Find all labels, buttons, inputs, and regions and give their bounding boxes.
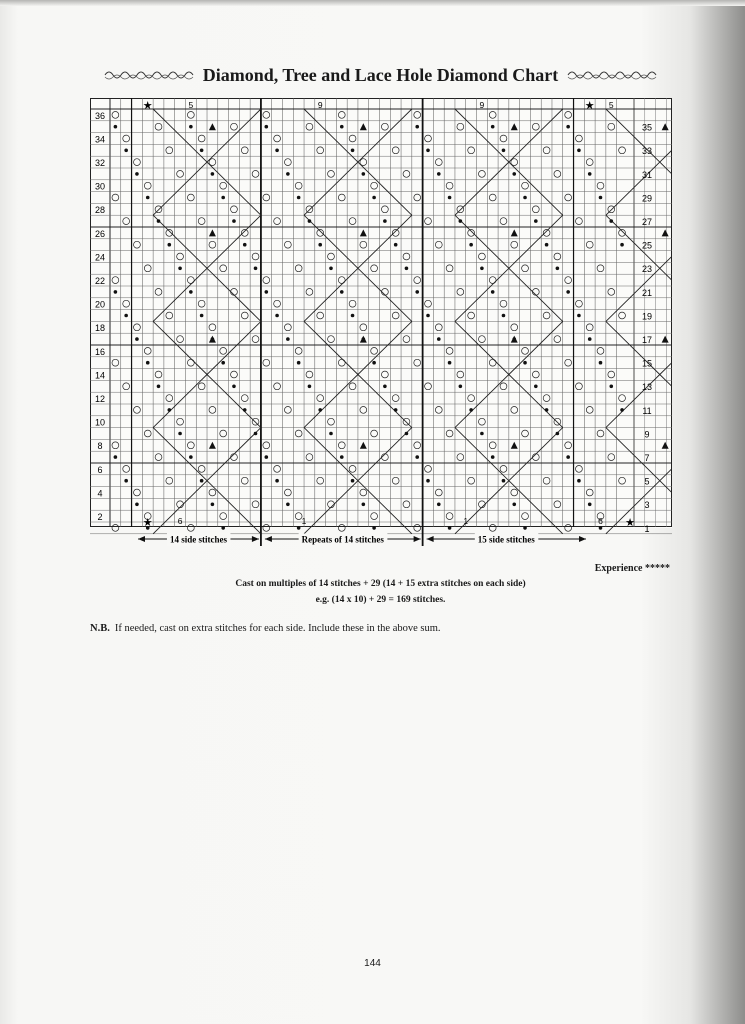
purl-dot-symbol xyxy=(286,172,290,176)
purl-dot-symbol xyxy=(146,196,150,200)
purl-dot-symbol xyxy=(448,526,452,530)
purl-dot-symbol xyxy=(609,385,613,389)
purl-dot-symbol xyxy=(426,149,430,153)
row-label-right: 17 xyxy=(641,335,653,345)
purl-dot-symbol xyxy=(620,243,624,247)
purl-dot-symbol xyxy=(577,479,581,483)
purl-dot-symbol xyxy=(620,408,624,412)
row-label-right: 35 xyxy=(641,122,653,133)
row-label-right: 3 xyxy=(644,500,650,511)
purl-dot-symbol xyxy=(114,125,118,129)
purl-dot-symbol xyxy=(415,455,419,459)
purl-dot-symbol xyxy=(200,149,204,153)
purl-dot-symbol xyxy=(308,219,312,223)
row-label-left: 32 xyxy=(94,158,106,168)
purl-dot-symbol xyxy=(512,172,516,176)
purl-dot-symbol xyxy=(275,314,279,318)
purl-dot-symbol xyxy=(566,125,570,129)
nb-text: If needed, cast on extra stitches for each side. Include these in the above sum. xyxy=(114,623,441,634)
purl-dot-symbol xyxy=(405,267,409,271)
purl-dot-symbol xyxy=(318,243,322,247)
row-label-left: 14 xyxy=(94,370,106,381)
purl-dot-symbol xyxy=(340,455,344,459)
purl-dot-symbol xyxy=(545,408,549,412)
purl-dot-symbol xyxy=(415,290,419,294)
row-label-left: 22 xyxy=(94,276,106,286)
purl-dot-symbol xyxy=(556,432,560,436)
purl-dot-symbol xyxy=(189,125,193,129)
purl-dot-symbol xyxy=(362,172,366,176)
arrow-right-icon xyxy=(414,536,421,542)
cast-on-line-2: e.g. (14 x 10) + 29 = 169 stitches. xyxy=(315,595,446,605)
purl-dot-symbol xyxy=(265,455,269,459)
purl-dot-symbol xyxy=(254,432,258,436)
purl-dot-symbol xyxy=(146,361,150,365)
purl-dot-symbol xyxy=(351,314,355,318)
purl-dot-symbol xyxy=(415,125,419,129)
purl-dot-symbol xyxy=(523,361,527,365)
purl-dot-symbol xyxy=(135,337,139,341)
purl-dot-symbol xyxy=(426,314,430,318)
top-stitch-number: 5 xyxy=(608,100,614,110)
row-label-left: 20 xyxy=(94,299,106,310)
row-label-left: 12 xyxy=(94,394,106,404)
arrow-right-icon xyxy=(579,536,586,542)
row-label-left: 8 xyxy=(97,441,103,452)
purl-dot-symbol xyxy=(178,267,182,271)
row-label-right: 13 xyxy=(641,382,653,393)
row-label-right: 25 xyxy=(641,240,653,251)
purl-dot-symbol xyxy=(124,314,128,318)
knitting-chart xyxy=(90,98,672,553)
purl-dot-symbol xyxy=(383,219,387,223)
purl-dot-symbol xyxy=(275,479,279,483)
purl-dot-symbol xyxy=(577,149,581,153)
purl-dot-symbol xyxy=(588,503,592,507)
arrow-left-icon xyxy=(138,536,145,542)
purl-dot-symbol xyxy=(599,526,603,530)
purl-dot-symbol xyxy=(243,243,247,247)
row-label-right: 29 xyxy=(641,193,653,204)
purl-dot-symbol xyxy=(372,526,376,530)
chart-title: Diamond, Tree and Lace Hole Diamond Chart xyxy=(202,64,559,85)
purl-dot-symbol xyxy=(556,267,560,271)
purl-dot-symbol xyxy=(329,432,333,436)
arrow-left-icon xyxy=(427,536,434,542)
purl-dot-symbol xyxy=(351,149,355,153)
row-label-right: 33 xyxy=(641,146,653,157)
purl-dot-symbol xyxy=(221,526,225,530)
row-label-left: 10 xyxy=(94,417,106,428)
purl-dot-symbol xyxy=(534,219,538,223)
purl-dot-symbol xyxy=(599,361,603,365)
purl-dot-symbol xyxy=(588,337,592,341)
purl-dot-symbol xyxy=(286,503,290,507)
purl-dot-symbol xyxy=(265,125,269,129)
row-label-right: 21 xyxy=(641,287,653,298)
purl-dot-symbol xyxy=(523,526,527,530)
row-label-left: 2 xyxy=(97,512,103,522)
purl-dot-symbol xyxy=(114,455,118,459)
row-label-right: 27 xyxy=(641,217,653,227)
purl-dot-symbol xyxy=(329,267,333,271)
purl-dot-symbol xyxy=(405,432,409,436)
top-stitch-number: 9 xyxy=(317,100,323,110)
purl-dot-symbol xyxy=(318,408,322,412)
purl-dot-symbol xyxy=(200,479,204,483)
arrow-right-icon xyxy=(252,536,259,542)
nb-note xyxy=(90,623,441,634)
purl-dot-symbol xyxy=(512,503,516,507)
purl-dot-symbol xyxy=(394,243,398,247)
bottom-stitch-number: 1 xyxy=(463,516,469,526)
page-number: 144 xyxy=(364,958,381,969)
purl-dot-symbol xyxy=(221,361,225,365)
purl-dot-symbol xyxy=(491,455,495,459)
purl-dot-symbol xyxy=(534,385,538,389)
purl-dot-symbol xyxy=(491,125,495,129)
end-star-icon: ★ xyxy=(142,516,153,529)
purl-dot-symbol xyxy=(502,314,506,318)
left-ornament-icon xyxy=(103,69,195,81)
row-label-left: 16 xyxy=(94,346,106,357)
purl-dot-symbol xyxy=(124,149,128,153)
purl-dot-symbol xyxy=(135,172,139,176)
purl-dot-symbol xyxy=(189,290,193,294)
purl-dot-symbol xyxy=(178,432,182,436)
row-label-right: 1 xyxy=(644,523,650,534)
purl-dot-symbol xyxy=(426,479,430,483)
top-stitch-number: 9 xyxy=(479,100,485,110)
purl-dot-symbol xyxy=(372,196,376,200)
row-label-right: 31 xyxy=(641,169,653,180)
purl-dot-symbol xyxy=(502,149,506,153)
purl-dot-symbol xyxy=(502,479,506,483)
purl-dot-symbol xyxy=(243,408,247,412)
row-label-right: 5 xyxy=(644,476,650,487)
start-star-icon: ★ xyxy=(142,99,153,112)
purl-dot-symbol xyxy=(254,267,258,271)
purl-dot-symbol xyxy=(275,149,279,153)
purl-dot-symbol xyxy=(157,385,161,389)
purl-dot-symbol xyxy=(114,290,118,294)
purl-dot-symbol xyxy=(297,526,301,530)
purl-dot-symbol xyxy=(189,455,193,459)
purl-dot-symbol xyxy=(340,290,344,294)
purl-dot-symbol xyxy=(599,196,603,200)
purl-dot-symbol xyxy=(297,196,301,200)
start-star-icon: ★ xyxy=(584,99,595,112)
chart-background xyxy=(90,98,672,528)
row-label-left: 30 xyxy=(94,181,106,192)
purl-dot-symbol xyxy=(232,385,236,389)
purl-dot-symbol xyxy=(167,243,171,247)
row-label-left: 28 xyxy=(94,205,106,216)
end-star-icon: ★ xyxy=(625,516,635,529)
purl-dot-symbol xyxy=(286,337,290,341)
purl-dot-symbol xyxy=(609,219,613,223)
purl-dot-symbol xyxy=(200,314,204,318)
purl-dot-symbol xyxy=(566,455,570,459)
purl-dot-symbol xyxy=(211,172,215,176)
row-label-right: 7 xyxy=(644,453,650,463)
purl-dot-symbol xyxy=(297,361,301,365)
row-label-left: 24 xyxy=(94,252,106,263)
purl-dot-symbol xyxy=(480,432,484,436)
purl-dot-symbol xyxy=(448,361,452,365)
right-ornament-icon xyxy=(566,69,658,81)
bottom-stitch-number: 6 xyxy=(177,516,183,526)
purl-dot-symbol xyxy=(394,408,398,412)
purl-dot-symbol xyxy=(459,219,463,223)
row-label-right: 15 xyxy=(641,358,653,369)
nb-label: N.B. xyxy=(90,623,110,634)
row-label-left: 36 xyxy=(94,110,106,121)
top-stitch-number: 5 xyxy=(188,100,194,110)
purl-dot-symbol xyxy=(459,385,463,389)
row-label-left: 6 xyxy=(97,464,103,475)
purl-dot-symbol xyxy=(545,243,549,247)
chart-title-row xyxy=(88,62,673,88)
purl-dot-symbol xyxy=(491,290,495,294)
purl-dot-symbol xyxy=(523,196,527,200)
row-label-right: 23 xyxy=(641,264,653,275)
row-label-right: 19 xyxy=(641,311,653,322)
page-top-edge xyxy=(0,0,745,6)
purl-dot-symbol xyxy=(351,479,355,483)
bottom-stitch-number: 6 xyxy=(598,516,603,526)
purl-dot-symbol xyxy=(383,385,387,389)
row-label-left: 34 xyxy=(94,134,106,145)
purl-dot-symbol xyxy=(437,503,441,507)
purl-dot-symbol xyxy=(372,361,376,365)
purl-dot-symbol xyxy=(340,125,344,129)
purl-dot-symbol xyxy=(588,172,592,176)
row-label-right: 9 xyxy=(644,429,650,440)
purl-dot-symbol xyxy=(124,479,128,483)
purl-dot-symbol xyxy=(469,243,473,247)
purl-dot-symbol xyxy=(437,172,441,176)
cast-on-line-1: Cast on multiples of 14 stitches + 29 (14 + 15 extra stitches on each side) xyxy=(235,579,526,589)
purl-dot-symbol xyxy=(221,196,225,200)
row-label-left: 18 xyxy=(94,323,106,334)
experience-rating: Experience ***** xyxy=(594,563,670,574)
arrow-left-icon xyxy=(265,536,272,542)
row-label-left: 4 xyxy=(97,488,103,499)
bottom-stitch-number: 1 xyxy=(301,516,307,526)
stitch-span-label: 15 side stitches xyxy=(477,534,535,545)
purl-dot-symbol xyxy=(362,503,366,507)
purl-dot-symbol xyxy=(566,290,570,294)
purl-dot-symbol xyxy=(232,219,236,223)
purl-dot-symbol xyxy=(448,196,452,200)
purl-dot-symbol xyxy=(577,314,581,318)
stitch-span-label: 14 side stitches xyxy=(169,534,227,545)
purl-dot-symbol xyxy=(265,290,269,294)
stitch-span-label: Repeats of 14 stitches xyxy=(301,534,384,545)
purl-dot-symbol xyxy=(308,385,312,389)
purl-dot-symbol xyxy=(135,503,139,507)
purl-dot-symbol xyxy=(211,503,215,507)
purl-dot-symbol xyxy=(437,337,441,341)
row-label-right: 11 xyxy=(642,405,652,416)
purl-dot-symbol xyxy=(469,408,473,412)
purl-dot-symbol xyxy=(480,267,484,271)
purl-dot-symbol xyxy=(167,408,171,412)
purl-dot-symbol xyxy=(157,219,161,223)
row-label-left: 26 xyxy=(94,228,106,239)
